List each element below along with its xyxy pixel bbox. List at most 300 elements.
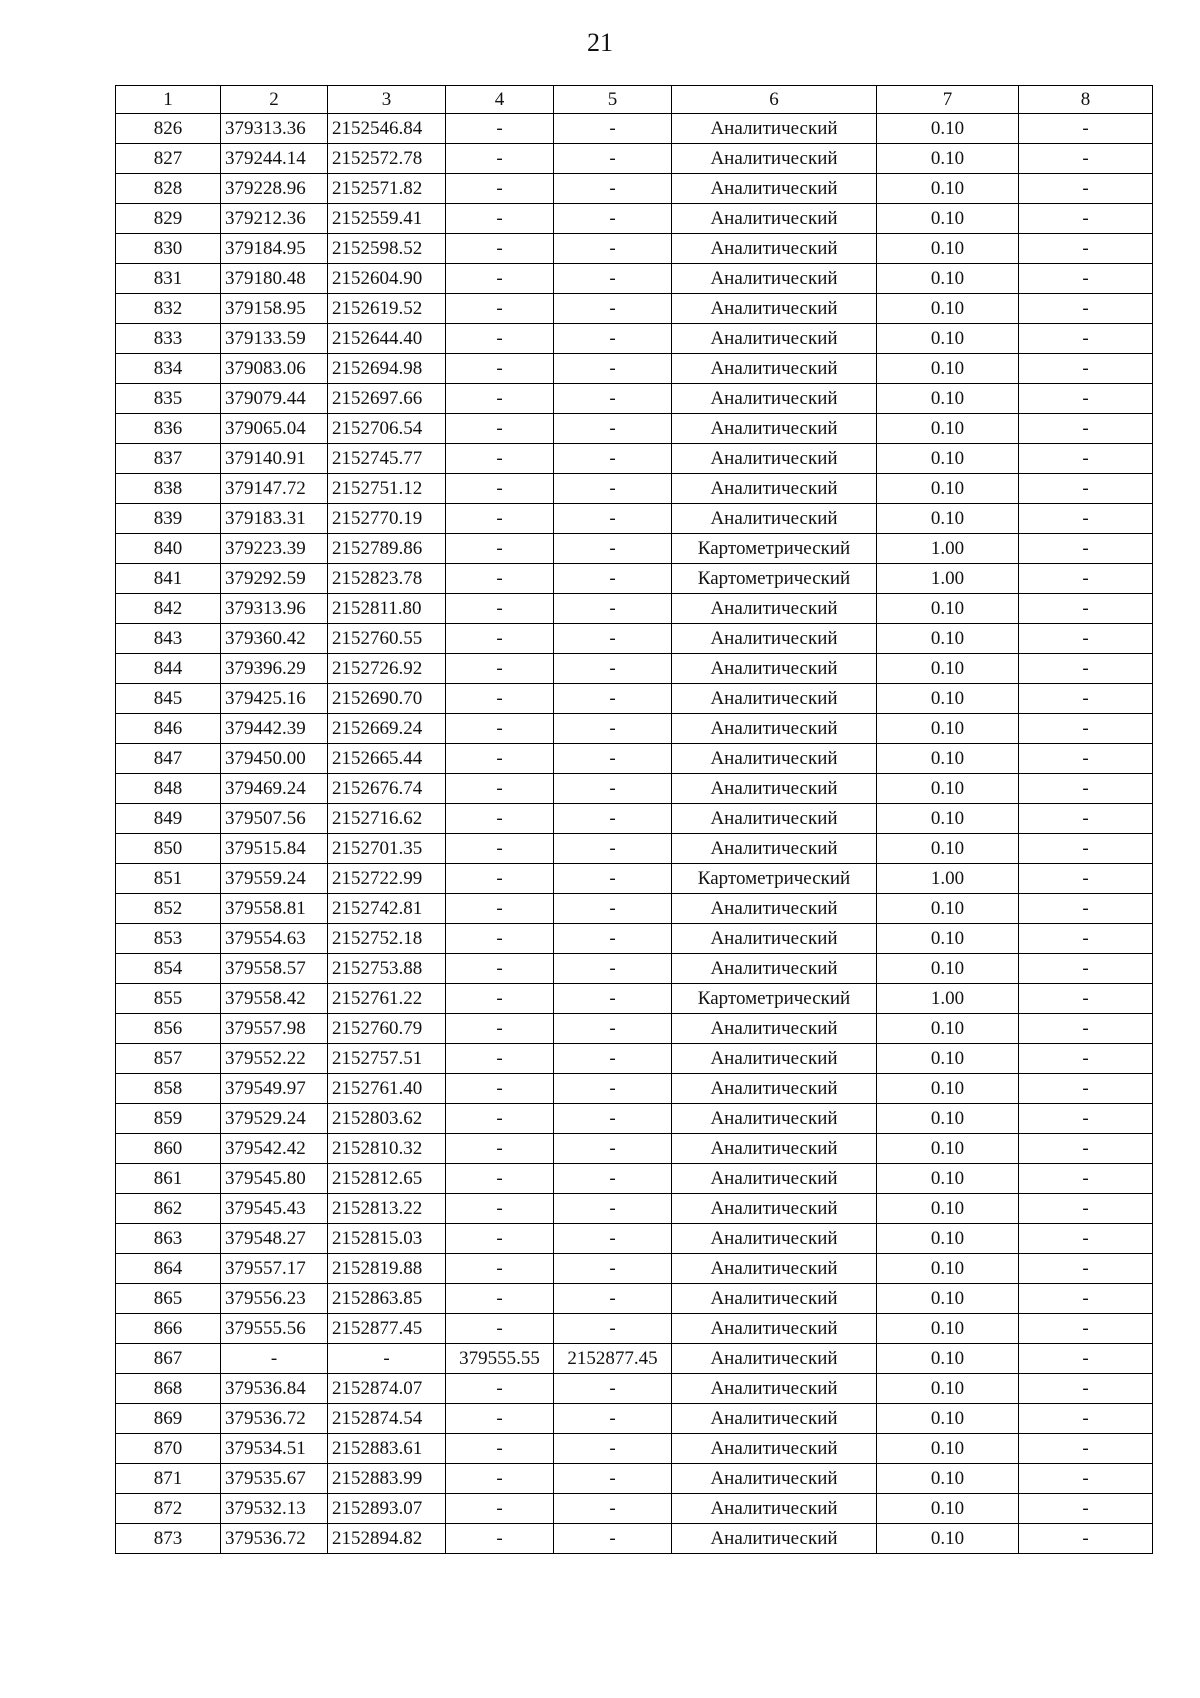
table-cell-col-4: - bbox=[446, 1464, 554, 1494]
table-cell-col-3: 2152546.84 bbox=[328, 114, 446, 144]
table-cell-col-5: - bbox=[554, 834, 672, 864]
table-cell-col-6: Аналитический bbox=[672, 1014, 877, 1044]
table-cell-col-5: - bbox=[554, 774, 672, 804]
table-row bbox=[116, 1254, 1153, 1284]
table-cell-col-5: - bbox=[554, 1494, 672, 1524]
table-cell-col-8: - bbox=[1019, 534, 1153, 564]
table-cell-col-8: - bbox=[1019, 1524, 1153, 1554]
table-cell-col-5: - bbox=[554, 1224, 672, 1254]
table-cell-col-7: 0.10 bbox=[877, 654, 1019, 684]
table-cell-col-3: 2152669.24 bbox=[328, 714, 446, 744]
table-cell-col-8: - bbox=[1019, 1014, 1153, 1044]
table-cell-col-5: - bbox=[554, 114, 672, 144]
table-cell-col-4: - bbox=[446, 1014, 554, 1044]
table-cell-col-2: 379158.95 bbox=[221, 294, 328, 324]
table-cell-col-6: Аналитический bbox=[672, 1224, 877, 1254]
table-cell-col-4: - bbox=[446, 294, 554, 324]
table-cell-col-3: 2152760.79 bbox=[328, 1014, 446, 1044]
table-cell-col-7: 0.10 bbox=[877, 834, 1019, 864]
table-cell-col-4: 379555.55 bbox=[446, 1344, 554, 1374]
table-cell-col-1: 854 bbox=[116, 954, 221, 984]
table-cell-col-2: 379450.00 bbox=[221, 744, 328, 774]
table-cell-col-8: - bbox=[1019, 1314, 1153, 1344]
table-row bbox=[116, 834, 1153, 864]
table-cell-col-1: 833 bbox=[116, 324, 221, 354]
table-cell-col-6: Аналитический bbox=[672, 774, 877, 804]
table-cell-col-8: - bbox=[1019, 1104, 1153, 1134]
table-cell-col-2: 379545.80 bbox=[221, 1164, 328, 1194]
table-cell-col-1: 873 bbox=[116, 1524, 221, 1554]
table-row bbox=[116, 1104, 1153, 1134]
table-cell-col-6: Аналитический bbox=[672, 294, 877, 324]
table-cell-col-8: - bbox=[1019, 144, 1153, 174]
table-cell-col-3: 2152644.40 bbox=[328, 324, 446, 354]
table-cell-col-5: - bbox=[554, 234, 672, 264]
table-cell-col-4: - bbox=[446, 624, 554, 654]
table-cell-col-5: - bbox=[554, 204, 672, 234]
table-cell-col-3: 2152815.03 bbox=[328, 1224, 446, 1254]
table-cell-col-8: - bbox=[1019, 984, 1153, 1014]
table-cell-col-7: 0.10 bbox=[877, 744, 1019, 774]
table-cell-col-8: - bbox=[1019, 1464, 1153, 1494]
table-cell-col-6: Аналитический bbox=[672, 894, 877, 924]
table-cell-col-8: - bbox=[1019, 654, 1153, 684]
table-cell-col-6: Аналитический bbox=[672, 594, 877, 624]
table-row bbox=[116, 114, 1153, 144]
table-row bbox=[116, 384, 1153, 414]
table-cell-col-2: 379184.95 bbox=[221, 234, 328, 264]
table-cell-col-5: - bbox=[554, 1014, 672, 1044]
table-cell-col-5: - bbox=[554, 414, 672, 444]
table-cell-col-7: 0.10 bbox=[877, 1014, 1019, 1044]
table-cell-col-4: - bbox=[446, 234, 554, 264]
table-cell-col-8: - bbox=[1019, 954, 1153, 984]
table-cell-col-3: 2152874.54 bbox=[328, 1404, 446, 1434]
table-row bbox=[116, 414, 1153, 444]
table-cell-col-5: - bbox=[554, 474, 672, 504]
table-cell-col-5: - bbox=[554, 384, 672, 414]
table-cell-col-1: 828 bbox=[116, 174, 221, 204]
table-cell-col-1: 847 bbox=[116, 744, 221, 774]
table-cell-col-6: Аналитический bbox=[672, 414, 877, 444]
table-cell-col-7: 0.10 bbox=[877, 1074, 1019, 1104]
table-cell-col-7: 1.00 bbox=[877, 564, 1019, 594]
table-cell-col-1: 832 bbox=[116, 294, 221, 324]
table-cell-col-4: - bbox=[446, 1134, 554, 1164]
table-cell-col-1: 838 bbox=[116, 474, 221, 504]
table-cell-col-2: 379536.72 bbox=[221, 1404, 328, 1434]
table-cell-col-3: 2152726.92 bbox=[328, 654, 446, 684]
table-cell-col-2: 379515.84 bbox=[221, 834, 328, 864]
table-cell-col-6: Аналитический bbox=[672, 1074, 877, 1104]
table-cell-col-8: - bbox=[1019, 1344, 1153, 1374]
table-cell-col-3: 2152761.40 bbox=[328, 1074, 446, 1104]
table-cell-col-5: - bbox=[554, 1134, 672, 1164]
table-cell-col-7: 0.10 bbox=[877, 414, 1019, 444]
table-cell-col-2: 379360.42 bbox=[221, 624, 328, 654]
table-cell-col-6: Аналитический bbox=[672, 384, 877, 414]
table-cell-col-8: - bbox=[1019, 864, 1153, 894]
table-cell-col-6: Аналитический bbox=[672, 1344, 877, 1374]
table-cell-col-6: Аналитический bbox=[672, 1134, 877, 1164]
table-cell-col-7: 0.10 bbox=[877, 1314, 1019, 1344]
table-row bbox=[116, 714, 1153, 744]
table-row bbox=[116, 144, 1153, 174]
table-cell-col-5: - bbox=[554, 1074, 672, 1104]
table-cell-col-3: 2152701.35 bbox=[328, 834, 446, 864]
table-row bbox=[116, 1044, 1153, 1074]
table-cell-col-2: 379529.24 bbox=[221, 1104, 328, 1134]
table-cell-col-6: Аналитический bbox=[672, 954, 877, 984]
table-cell-col-1: 836 bbox=[116, 414, 221, 444]
table-cell-col-8: - bbox=[1019, 744, 1153, 774]
table-cell-col-2: 379065.04 bbox=[221, 414, 328, 444]
table-cell-col-8: - bbox=[1019, 114, 1153, 144]
table-cell-col-7: 0.10 bbox=[877, 294, 1019, 324]
table-cell-col-3: 2152823.78 bbox=[328, 564, 446, 594]
table-row bbox=[116, 804, 1153, 834]
table-row bbox=[116, 174, 1153, 204]
coordinates-table bbox=[115, 85, 1153, 1554]
table-cell-col-8: - bbox=[1019, 774, 1153, 804]
table-cell-col-2: 379534.51 bbox=[221, 1434, 328, 1464]
table-cell-col-8: - bbox=[1019, 1044, 1153, 1074]
table-cell-col-4: - bbox=[446, 384, 554, 414]
table-cell-col-7: 0.10 bbox=[877, 1464, 1019, 1494]
table-cell-col-1: 865 bbox=[116, 1284, 221, 1314]
table-cell-col-8: - bbox=[1019, 444, 1153, 474]
table-cell-col-5: - bbox=[554, 984, 672, 1014]
table-cell-col-3: 2152894.82 bbox=[328, 1524, 446, 1554]
table-cell-col-5: - bbox=[554, 654, 672, 684]
table-cell-col-8: - bbox=[1019, 564, 1153, 594]
table-cell-col-6: Аналитический bbox=[672, 204, 877, 234]
table-cell-col-7: 0.10 bbox=[877, 894, 1019, 924]
table-cell-col-7: 0.10 bbox=[877, 594, 1019, 624]
table-cell-col-7: 1.00 bbox=[877, 534, 1019, 564]
table-cell-col-8: - bbox=[1019, 1134, 1153, 1164]
table-cell-col-3: 2152676.74 bbox=[328, 774, 446, 804]
table-cell-col-7: 0.10 bbox=[877, 1194, 1019, 1224]
table-cell-col-8: - bbox=[1019, 1224, 1153, 1254]
table-cell-col-7: 0.10 bbox=[877, 1044, 1019, 1074]
table-cell-col-4: - bbox=[446, 144, 554, 174]
table-cell-col-4: - bbox=[446, 1434, 554, 1464]
table-cell-col-2: 379536.72 bbox=[221, 1524, 328, 1554]
table-row bbox=[116, 594, 1153, 624]
table-cell-col-4: - bbox=[446, 1074, 554, 1104]
table-cell-col-7: 0.10 bbox=[877, 234, 1019, 264]
table-cell-col-8: - bbox=[1019, 804, 1153, 834]
table-cell-col-8: - bbox=[1019, 1284, 1153, 1314]
table-cell-col-1: 827 bbox=[116, 144, 221, 174]
table-cell-col-1: 851 bbox=[116, 864, 221, 894]
table-cell-col-1: 859 bbox=[116, 1104, 221, 1134]
column-header-5: 5 bbox=[554, 86, 672, 114]
table-cell-col-7: 0.10 bbox=[877, 354, 1019, 384]
table-cell-col-8: - bbox=[1019, 684, 1153, 714]
table-cell-col-4: - bbox=[446, 954, 554, 984]
table-cell-col-8: - bbox=[1019, 1434, 1153, 1464]
table-cell-col-1: 829 bbox=[116, 204, 221, 234]
table-cell-col-2: 379244.14 bbox=[221, 144, 328, 174]
table-row bbox=[116, 894, 1153, 924]
table-cell-col-8: - bbox=[1019, 1194, 1153, 1224]
table-cell-col-4: - bbox=[446, 1254, 554, 1284]
table-cell-col-7: 0.10 bbox=[877, 174, 1019, 204]
table-cell-col-3: 2152760.55 bbox=[328, 624, 446, 654]
table-cell-col-1: 871 bbox=[116, 1464, 221, 1494]
table-cell-col-7: 0.10 bbox=[877, 1344, 1019, 1374]
table-cell-col-4: - bbox=[446, 774, 554, 804]
table-cell-col-6: Аналитический bbox=[672, 1434, 877, 1464]
table-cell-col-7: 0.10 bbox=[877, 1164, 1019, 1194]
table-cell-col-5: - bbox=[554, 534, 672, 564]
table-cell-col-1: 850 bbox=[116, 834, 221, 864]
table-cell-col-3: - bbox=[328, 1344, 446, 1374]
table-row bbox=[116, 774, 1153, 804]
table-cell-col-4: - bbox=[446, 864, 554, 894]
table-cell-col-4: - bbox=[446, 534, 554, 564]
table-cell-col-4: - bbox=[446, 894, 554, 924]
table-row bbox=[116, 864, 1153, 894]
table-cell-col-3: 2152745.77 bbox=[328, 444, 446, 474]
table-cell-col-2: 379556.23 bbox=[221, 1284, 328, 1314]
table-cell-col-4: - bbox=[446, 924, 554, 954]
table-cell-col-8: - bbox=[1019, 834, 1153, 864]
table-cell-col-5: - bbox=[554, 1104, 672, 1134]
table-cell-col-7: 1.00 bbox=[877, 984, 1019, 1014]
table-cell-col-2: 379212.36 bbox=[221, 204, 328, 234]
table-cell-col-2: 379223.39 bbox=[221, 534, 328, 564]
table-cell-col-3: 2152803.62 bbox=[328, 1104, 446, 1134]
table-cell-col-4: - bbox=[446, 564, 554, 594]
table-row bbox=[116, 1194, 1153, 1224]
table-row bbox=[116, 264, 1153, 294]
table-row bbox=[116, 1224, 1153, 1254]
table-cell-col-4: - bbox=[446, 984, 554, 1014]
table-cell-col-4: - bbox=[446, 474, 554, 504]
table-cell-col-1: 834 bbox=[116, 354, 221, 384]
table-cell-col-6: Аналитический bbox=[672, 1494, 877, 1524]
table-cell-col-5: - bbox=[554, 1314, 672, 1344]
table-cell-col-2: 379228.96 bbox=[221, 174, 328, 204]
table-cell-col-5: - bbox=[554, 1434, 672, 1464]
table-cell-col-5: - bbox=[554, 1404, 672, 1434]
table-cell-col-1: 843 bbox=[116, 624, 221, 654]
table-row bbox=[116, 1494, 1153, 1524]
table-cell-col-6: Аналитический bbox=[672, 474, 877, 504]
table-cell-col-8: - bbox=[1019, 714, 1153, 744]
table-cell-col-2: 379542.42 bbox=[221, 1134, 328, 1164]
table-cell-col-7: 0.10 bbox=[877, 1524, 1019, 1554]
table-cell-col-7: 0.10 bbox=[877, 204, 1019, 234]
table-cell-col-2: 379557.17 bbox=[221, 1254, 328, 1284]
table-cell-col-3: 2152819.88 bbox=[328, 1254, 446, 1284]
table-cell-col-1: 872 bbox=[116, 1494, 221, 1524]
table-cell-col-1: 864 bbox=[116, 1254, 221, 1284]
table-cell-col-5: - bbox=[554, 1284, 672, 1314]
table-cell-col-2: 379396.29 bbox=[221, 654, 328, 684]
table-cell-col-6: Аналитический bbox=[672, 114, 877, 144]
table-cell-col-2: 379313.96 bbox=[221, 594, 328, 624]
table-cell-col-3: 2152753.88 bbox=[328, 954, 446, 984]
table-cell-col-5: - bbox=[554, 924, 672, 954]
table-cell-col-5: - bbox=[554, 1464, 672, 1494]
table-row bbox=[116, 1374, 1153, 1404]
column-header-2: 2 bbox=[221, 86, 328, 114]
table-cell-col-8: - bbox=[1019, 384, 1153, 414]
table-cell-col-2: 379425.16 bbox=[221, 684, 328, 714]
table-cell-col-4: - bbox=[446, 504, 554, 534]
table-cell-col-6: Аналитический bbox=[672, 924, 877, 954]
table-cell-col-6: Аналитический bbox=[672, 654, 877, 684]
table-cell-col-7: 0.10 bbox=[877, 924, 1019, 954]
table-cell-col-1: 841 bbox=[116, 564, 221, 594]
table-cell-col-1: 863 bbox=[116, 1224, 221, 1254]
table-cell-col-5: - bbox=[554, 1374, 672, 1404]
table-cell-col-1: 857 bbox=[116, 1044, 221, 1074]
table-cell-col-5: - bbox=[554, 864, 672, 894]
table-cell-col-4: - bbox=[446, 594, 554, 624]
table-cell-col-8: - bbox=[1019, 1494, 1153, 1524]
table-cell-col-6: Аналитический bbox=[672, 1464, 877, 1494]
table-cell-col-6: Аналитический bbox=[672, 1374, 877, 1404]
table-cell-col-1: 860 bbox=[116, 1134, 221, 1164]
table-row bbox=[116, 444, 1153, 474]
table-cell-col-3: 2152697.66 bbox=[328, 384, 446, 414]
table-cell-col-4: - bbox=[446, 354, 554, 384]
table-row bbox=[116, 324, 1153, 354]
table-cell-col-2: 379083.06 bbox=[221, 354, 328, 384]
table-cell-col-6: Аналитический bbox=[672, 624, 877, 654]
page-number: 21 bbox=[587, 28, 613, 57]
table-cell-col-3: 2152694.98 bbox=[328, 354, 446, 384]
table-cell-col-5: - bbox=[554, 894, 672, 924]
table-cell-col-6: Аналитический bbox=[672, 1254, 877, 1284]
table-row bbox=[116, 1164, 1153, 1194]
table-cell-col-4: - bbox=[446, 1044, 554, 1074]
table-cell-col-4: - bbox=[446, 1284, 554, 1314]
table-cell-col-7: 0.10 bbox=[877, 1224, 1019, 1254]
table-cell-col-3: 2152883.61 bbox=[328, 1434, 446, 1464]
table-cell-col-2: 379548.27 bbox=[221, 1224, 328, 1254]
table-cell-col-1: 869 bbox=[116, 1404, 221, 1434]
table-cell-col-7: 0.10 bbox=[877, 474, 1019, 504]
table-cell-col-3: 2152722.99 bbox=[328, 864, 446, 894]
table-row bbox=[116, 294, 1153, 324]
table-cell-col-7: 0.10 bbox=[877, 384, 1019, 414]
table-cell-col-1: 852 bbox=[116, 894, 221, 924]
table-cell-col-3: 2152770.19 bbox=[328, 504, 446, 534]
column-header-8: 8 bbox=[1019, 86, 1153, 114]
table-cell-col-7: 0.10 bbox=[877, 1254, 1019, 1284]
table-cell-col-4: - bbox=[446, 1494, 554, 1524]
table-cell-col-5: - bbox=[554, 1254, 672, 1284]
table-cell-col-4: - bbox=[446, 174, 554, 204]
table-cell-col-2: 379183.31 bbox=[221, 504, 328, 534]
table-cell-col-2: 379558.57 bbox=[221, 954, 328, 984]
table-cell-col-1: 842 bbox=[116, 594, 221, 624]
table-cell-col-8: - bbox=[1019, 174, 1153, 204]
table-cell-col-2: 379535.67 bbox=[221, 1464, 328, 1494]
table-cell-col-6: Картометрический bbox=[672, 864, 877, 894]
table-cell-col-8: - bbox=[1019, 294, 1153, 324]
table-cell-col-6: Картометрический bbox=[672, 534, 877, 564]
table-cell-col-3: 2152751.12 bbox=[328, 474, 446, 504]
table-cell-col-5: - bbox=[554, 804, 672, 834]
table-row bbox=[116, 234, 1153, 264]
table-header-row bbox=[116, 86, 1153, 114]
table-cell-col-7: 0.10 bbox=[877, 1494, 1019, 1524]
column-header-7: 7 bbox=[877, 86, 1019, 114]
table-cell-col-4: - bbox=[446, 1224, 554, 1254]
table-cell-col-3: 2152559.41 bbox=[328, 204, 446, 234]
table-cell-col-2: 379140.91 bbox=[221, 444, 328, 474]
table-cell-col-7: 0.10 bbox=[877, 144, 1019, 174]
table-cell-col-5: - bbox=[554, 954, 672, 984]
column-header-4: 4 bbox=[446, 86, 554, 114]
table-cell-col-1: 830 bbox=[116, 234, 221, 264]
table-cell-col-4: - bbox=[446, 714, 554, 744]
table-cell-col-5: - bbox=[554, 564, 672, 594]
table-cell-col-2: 379507.56 bbox=[221, 804, 328, 834]
table-cell-col-8: - bbox=[1019, 204, 1153, 234]
table-row bbox=[116, 1344, 1153, 1374]
table-row bbox=[116, 204, 1153, 234]
table-cell-col-4: - bbox=[446, 1164, 554, 1194]
table-cell-col-4: - bbox=[446, 324, 554, 354]
table-cell-col-4: - bbox=[446, 444, 554, 474]
table-cell-col-1: 845 bbox=[116, 684, 221, 714]
table-row bbox=[116, 1434, 1153, 1464]
table-cell-col-4: - bbox=[446, 744, 554, 774]
table-cell-col-1: 866 bbox=[116, 1314, 221, 1344]
table-cell-col-6: Аналитический bbox=[672, 834, 877, 864]
table-cell-col-6: Аналитический bbox=[672, 1104, 877, 1134]
table-row bbox=[116, 1014, 1153, 1044]
table-cell-col-5: - bbox=[554, 1044, 672, 1074]
table-cell-col-3: 2152571.82 bbox=[328, 174, 446, 204]
table-cell-col-3: 2152813.22 bbox=[328, 1194, 446, 1224]
table-cell-col-6: Аналитический bbox=[672, 714, 877, 744]
table-cell-col-3: 2152812.65 bbox=[328, 1164, 446, 1194]
table-cell-col-4: - bbox=[446, 114, 554, 144]
table-cell-col-8: - bbox=[1019, 414, 1153, 444]
table-cell-col-2: - bbox=[221, 1344, 328, 1374]
table-cell-col-7: 0.10 bbox=[877, 504, 1019, 534]
table-cell-col-5: - bbox=[554, 264, 672, 294]
table-cell-col-1: 849 bbox=[116, 804, 221, 834]
table-row bbox=[116, 984, 1153, 1014]
table-cell-col-4: - bbox=[446, 414, 554, 444]
table-cell-col-5: - bbox=[554, 1164, 672, 1194]
table-cell-col-2: 379133.59 bbox=[221, 324, 328, 354]
table-cell-col-3: 2152761.22 bbox=[328, 984, 446, 1014]
table-row bbox=[116, 354, 1153, 384]
table-cell-col-7: 0.10 bbox=[877, 714, 1019, 744]
table-cell-col-6: Аналитический bbox=[672, 1194, 877, 1224]
table-cell-col-4: - bbox=[446, 684, 554, 714]
table-cell-col-5: - bbox=[554, 1194, 672, 1224]
table-cell-col-1: 858 bbox=[116, 1074, 221, 1104]
table-cell-col-8: - bbox=[1019, 624, 1153, 654]
table-cell-col-5: - bbox=[554, 624, 672, 654]
table-cell-col-1: 839 bbox=[116, 504, 221, 534]
table-cell-col-2: 379147.72 bbox=[221, 474, 328, 504]
table-cell-col-6: Аналитический bbox=[672, 324, 877, 354]
table-cell-col-3: 2152690.70 bbox=[328, 684, 446, 714]
